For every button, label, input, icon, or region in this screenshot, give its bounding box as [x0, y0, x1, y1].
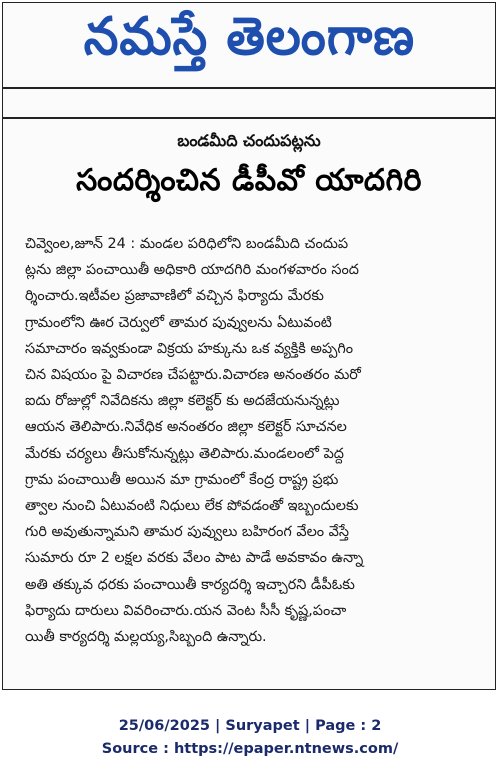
masthead [3, 3, 495, 83]
article-line: త్వాల నుంచి ఏటువంటి నిధులు లేక పోవడంతో ఇబ్బందులకు [25, 498, 359, 515]
article-line: ఆయన తెలిపారు.నివేధిక అనంతరం జిల్లా కలెక్టర్ సూచనల [25, 419, 347, 436]
article-line: చిన విషయం పై విచారణ చేపట్టారు.విచారణ అనంతరం మరో [25, 367, 361, 384]
article-line: గ్రామ పంచాయితీ అయిన మా గ్రామంలో కేంద్ర రాష్ట్ర ప్రభు [25, 471, 339, 488]
masthead-rule [3, 87, 495, 89]
section-rule [3, 117, 495, 119]
article-line: గురి అవుతున్నామని తామర పువ్వులు బహిరంగ వేలం వేస్తే [25, 524, 350, 541]
article-line: ట్లను జిల్లా పంచాయితీ అధికారి యాదగిరి మంగళవారం సంద [25, 262, 359, 279]
article-line: సమాచారం ఇవ్వకుండా విక్రయ హక్కును ఒక వ్యక్తికి అప్పగిం [25, 340, 354, 357]
newspaper-logo: నమస్తే తెలంగాణ [83, 6, 415, 67]
article-line: సుమారు రూ 2 లక్షల వరకు వేలం పాట పాడే అవకావం ఉన్నా [25, 550, 364, 567]
article-headline: సందర్శించిన డీపీవో యాదగిరి [76, 163, 422, 198]
article-line: ఐదు రోజుల్లో నివేదికను జిల్లా కలెక్టర్ కు అదజేయనున్నట్లు [25, 393, 340, 410]
clipping-frame [2, 2, 496, 690]
article-line: అతి తక్కువ ధరకు పంచాయితీ కార్యదర్శి ఇచ్చారని డీపీఓకు [25, 576, 355, 593]
next-article-headline-cropped [7, 679, 487, 690]
article-line: ఫిర్యాదు దారులు వివరించారు.యన వెంట సీసీ కృష్ణ,పంచా [25, 602, 347, 619]
article-kicker: బండమీది చందుపట్లను [177, 131, 321, 150]
article-line: యితీ కార్యదర్శి మల్లయ్య,సిబ్బంది ఉన్నారు. [25, 629, 267, 646]
footer-date-edition: 25/06/2025 | Suryapet | Page : 2 [118, 718, 382, 734]
article-line: మేరకు చర్యలు తీసుకోనున్నట్లు తెలిపారు.మండలంలో పెద్ద [25, 445, 344, 462]
article-body [25, 231, 481, 650]
footer-source: Source : https://epaper.ntnews.com/ [101, 741, 399, 757]
article-line: గ్రామంలోని ఊర చెర్వులో తామర పువ్వులను ఏటువంటి [25, 314, 332, 331]
article-line: ర్శించారు.ఇటీవల ప్రజావాణిలో వచ్చిన ఫిర్యాదు మేరకు [25, 288, 324, 305]
article-line: చివ్వెంల,జూన్ 24 : మండల పరిధిలోని బండమీది చందుప [25, 236, 349, 252]
